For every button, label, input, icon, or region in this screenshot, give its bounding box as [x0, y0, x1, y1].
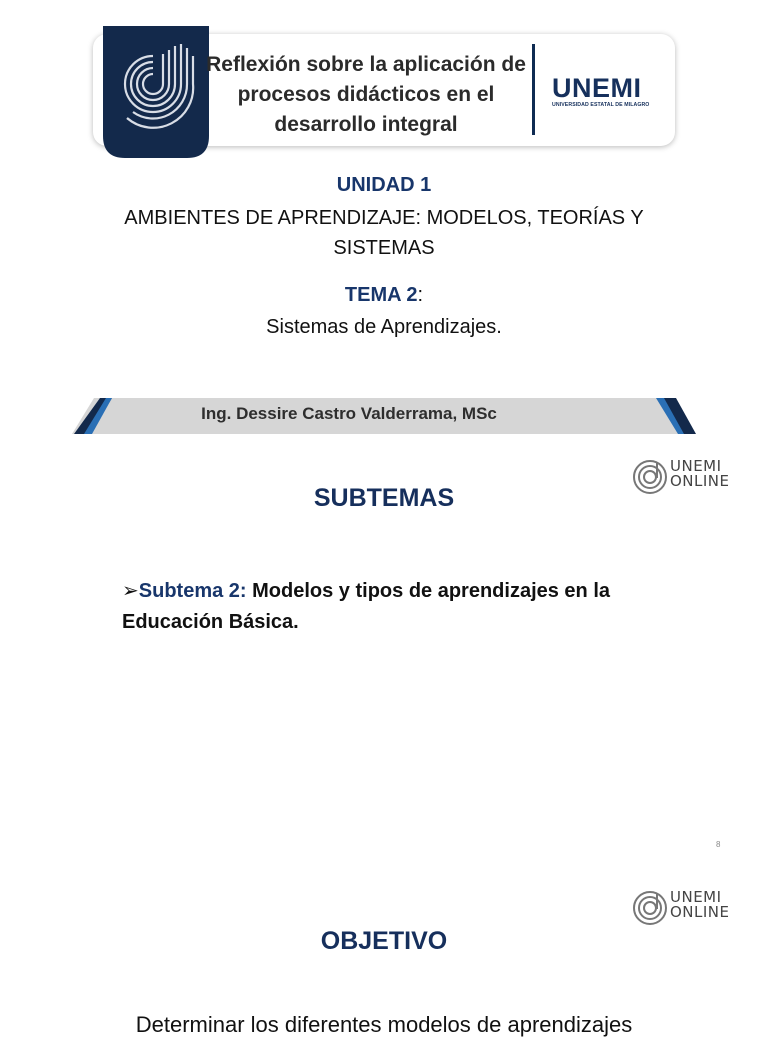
page-number: 8	[716, 840, 721, 849]
unemi-online-emblem-icon	[632, 889, 668, 927]
unemi-emblem-icon	[103, 26, 209, 158]
online-logo-line1: UNEMI	[670, 457, 722, 475]
author-name: Ing. Dessire Castro Valderrama, MSc	[201, 404, 497, 423]
unemi-brand-text: UNEMI	[552, 73, 642, 103]
unemi-logo	[552, 74, 656, 108]
header-divider	[532, 44, 535, 135]
subtopic-label: Subtema 2:	[138, 580, 247, 602]
theme-label: TEMA 2	[344, 284, 418, 306]
theme-separator: :	[417, 284, 424, 306]
theme-heading	[84, 284, 684, 307]
unit-label: UNIDAD 1	[336, 174, 432, 196]
unemi-online-logo	[632, 889, 744, 929]
unemi-brand-subtitle: UNIVERSIDAD ESTATAL DE MILAGRO	[552, 102, 650, 108]
unit-title: AMBIENTES DE APRENDIZAJE: MODELOS, TEORÍAS Y SISTEMAS	[124, 207, 644, 259]
unemi-online-text	[670, 890, 730, 920]
objetivo-heading: OBJETIVO	[320, 927, 448, 955]
theme-title: Sistemas de Aprendizajes.	[266, 316, 502, 338]
online-logo-line1: UNEMI	[670, 888, 722, 906]
subtemas-heading: SUBTEMAS	[313, 484, 455, 512]
online-logo-line2: ONLINE	[670, 472, 730, 490]
subtopic-item	[122, 576, 642, 638]
objective-text: Determinar los diferentes modelos de aprendizajes	[135, 1012, 633, 1037]
subtopic-text: Modelos y tipos de aprendizajes en la Educación Básica.	[122, 580, 611, 633]
presentation-title: Reflexión sobre la aplicación de procesos didácticos en el desarrollo integral	[206, 53, 526, 136]
online-logo-line2: ONLINE	[670, 903, 730, 921]
arrow-bullet-icon: ➢	[122, 580, 139, 602]
